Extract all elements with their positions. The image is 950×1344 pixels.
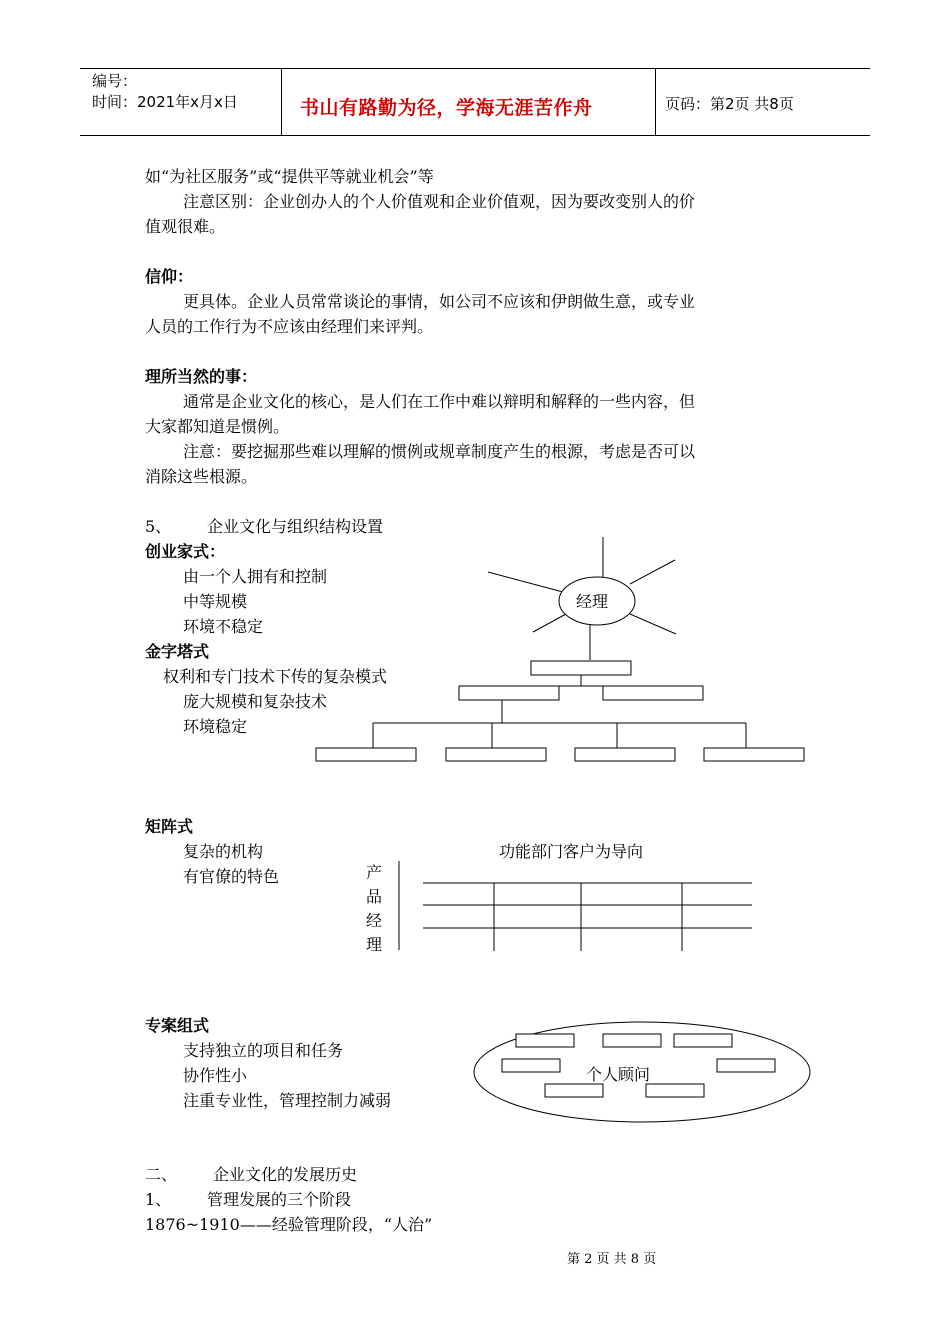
footer-page-number: 第 2 页 共 8 页 bbox=[567, 1252, 657, 1267]
para-line: 注意：要挖掘那些难以理解的惯例或规章制度产生的根源，考虑是否可以 bbox=[183, 442, 696, 461]
section-number: 5、 bbox=[145, 517, 172, 536]
list-item: 中等规模 bbox=[183, 592, 248, 611]
list-item: 庞大规模和复杂技术 bbox=[183, 692, 328, 711]
manager-label: 经理 bbox=[576, 592, 609, 611]
document-number-label: 编号： bbox=[92, 72, 138, 90]
list-item: 环境不稳定 bbox=[183, 617, 264, 636]
matrix-side-char: 产 bbox=[366, 863, 383, 882]
para-line: 值观很难。 bbox=[145, 217, 226, 236]
para-line: 通常是企业文化的核心，是人们在工作中难以辩明和解释的一些内容，但 bbox=[183, 392, 696, 411]
matrix-side-char: 经 bbox=[366, 911, 383, 930]
project-box bbox=[516, 1034, 574, 1047]
project-box bbox=[603, 1034, 661, 1047]
section-title: 企业文化与组织结构设置 bbox=[207, 517, 384, 536]
list-item: 有官僚的特色 bbox=[183, 867, 280, 886]
para-line: 更具体。企业人员常常谈论的事情，如公司不应该和伊朗做生意，或专业 bbox=[183, 292, 696, 311]
matrix-side-char: 理 bbox=[366, 935, 383, 954]
ray-line bbox=[533, 614, 566, 632]
org-box-bottom bbox=[446, 748, 546, 761]
list-item: 由一个人拥有和控制 bbox=[183, 567, 328, 586]
org-box-mid bbox=[603, 686, 703, 700]
para-line: 如“为社区服务”或“提供平等就业机会”等 bbox=[145, 167, 434, 186]
header-page-label: 页码：第2页 共8页 bbox=[665, 95, 794, 113]
ray-line bbox=[630, 614, 676, 634]
matrix-heading: 矩阵式 bbox=[145, 817, 194, 836]
chapter-number: 二、 bbox=[145, 1165, 178, 1184]
ray-line bbox=[488, 572, 563, 592]
belief-heading: 信仰： bbox=[145, 267, 194, 286]
org-box-top bbox=[531, 661, 631, 675]
entrepreneurial-heading: 创业家式： bbox=[145, 542, 226, 561]
subsection-title: 管理发展的三个阶段 bbox=[207, 1190, 352, 1209]
project-box bbox=[717, 1059, 775, 1072]
para-line: 人员的工作行为不应该由经理们来评判。 bbox=[145, 317, 434, 336]
org-box-mid bbox=[459, 686, 559, 700]
list-item: 支持独立的项目和任务 bbox=[183, 1041, 344, 1060]
project-heading: 专案组式 bbox=[145, 1016, 210, 1035]
assumption-heading: 理所当然的事： bbox=[145, 367, 258, 386]
matrix-top-label: 功能部门客户为导向 bbox=[499, 842, 644, 861]
chapter-title: 企业文化的发展历史 bbox=[213, 1165, 358, 1184]
para-line: 大家都知道是惯例。 bbox=[145, 417, 290, 436]
list-item: 环境稳定 bbox=[183, 717, 248, 736]
consultant-label: 个人顾问 bbox=[586, 1065, 651, 1084]
para-line: 1876~1910——经验管理阶段，“人治” bbox=[145, 1215, 433, 1234]
org-box-bottom bbox=[704, 748, 804, 761]
org-box-bottom bbox=[316, 748, 416, 761]
ray-line bbox=[630, 560, 675, 584]
project-box bbox=[502, 1059, 560, 1072]
header-motto: 书山有路勤为径，学海无涯苦作舟 bbox=[300, 97, 593, 119]
pyramid-heading: 金字塔式 bbox=[145, 642, 210, 661]
list-item: 注重专业性，管理控制力减弱 bbox=[183, 1091, 392, 1110]
org-box-bottom bbox=[575, 748, 675, 761]
list-item: 协作性小 bbox=[183, 1066, 248, 1085]
document-time-label: 时间：2021年x月x日 bbox=[92, 93, 238, 111]
para-line: 消除这些根源。 bbox=[145, 467, 258, 486]
para-line: 注意区别：企业创办人的个人价值观和企业价值观，因为要改变别人的价 bbox=[183, 192, 696, 211]
project-box bbox=[646, 1084, 704, 1097]
list-item: 复杂的机构 bbox=[183, 842, 264, 861]
matrix-side-char: 品 bbox=[366, 887, 383, 906]
list-item: 权利和专门技术下传的复杂模式 bbox=[163, 667, 388, 686]
project-box bbox=[674, 1034, 732, 1047]
subsection-number: 1、 bbox=[145, 1190, 172, 1209]
